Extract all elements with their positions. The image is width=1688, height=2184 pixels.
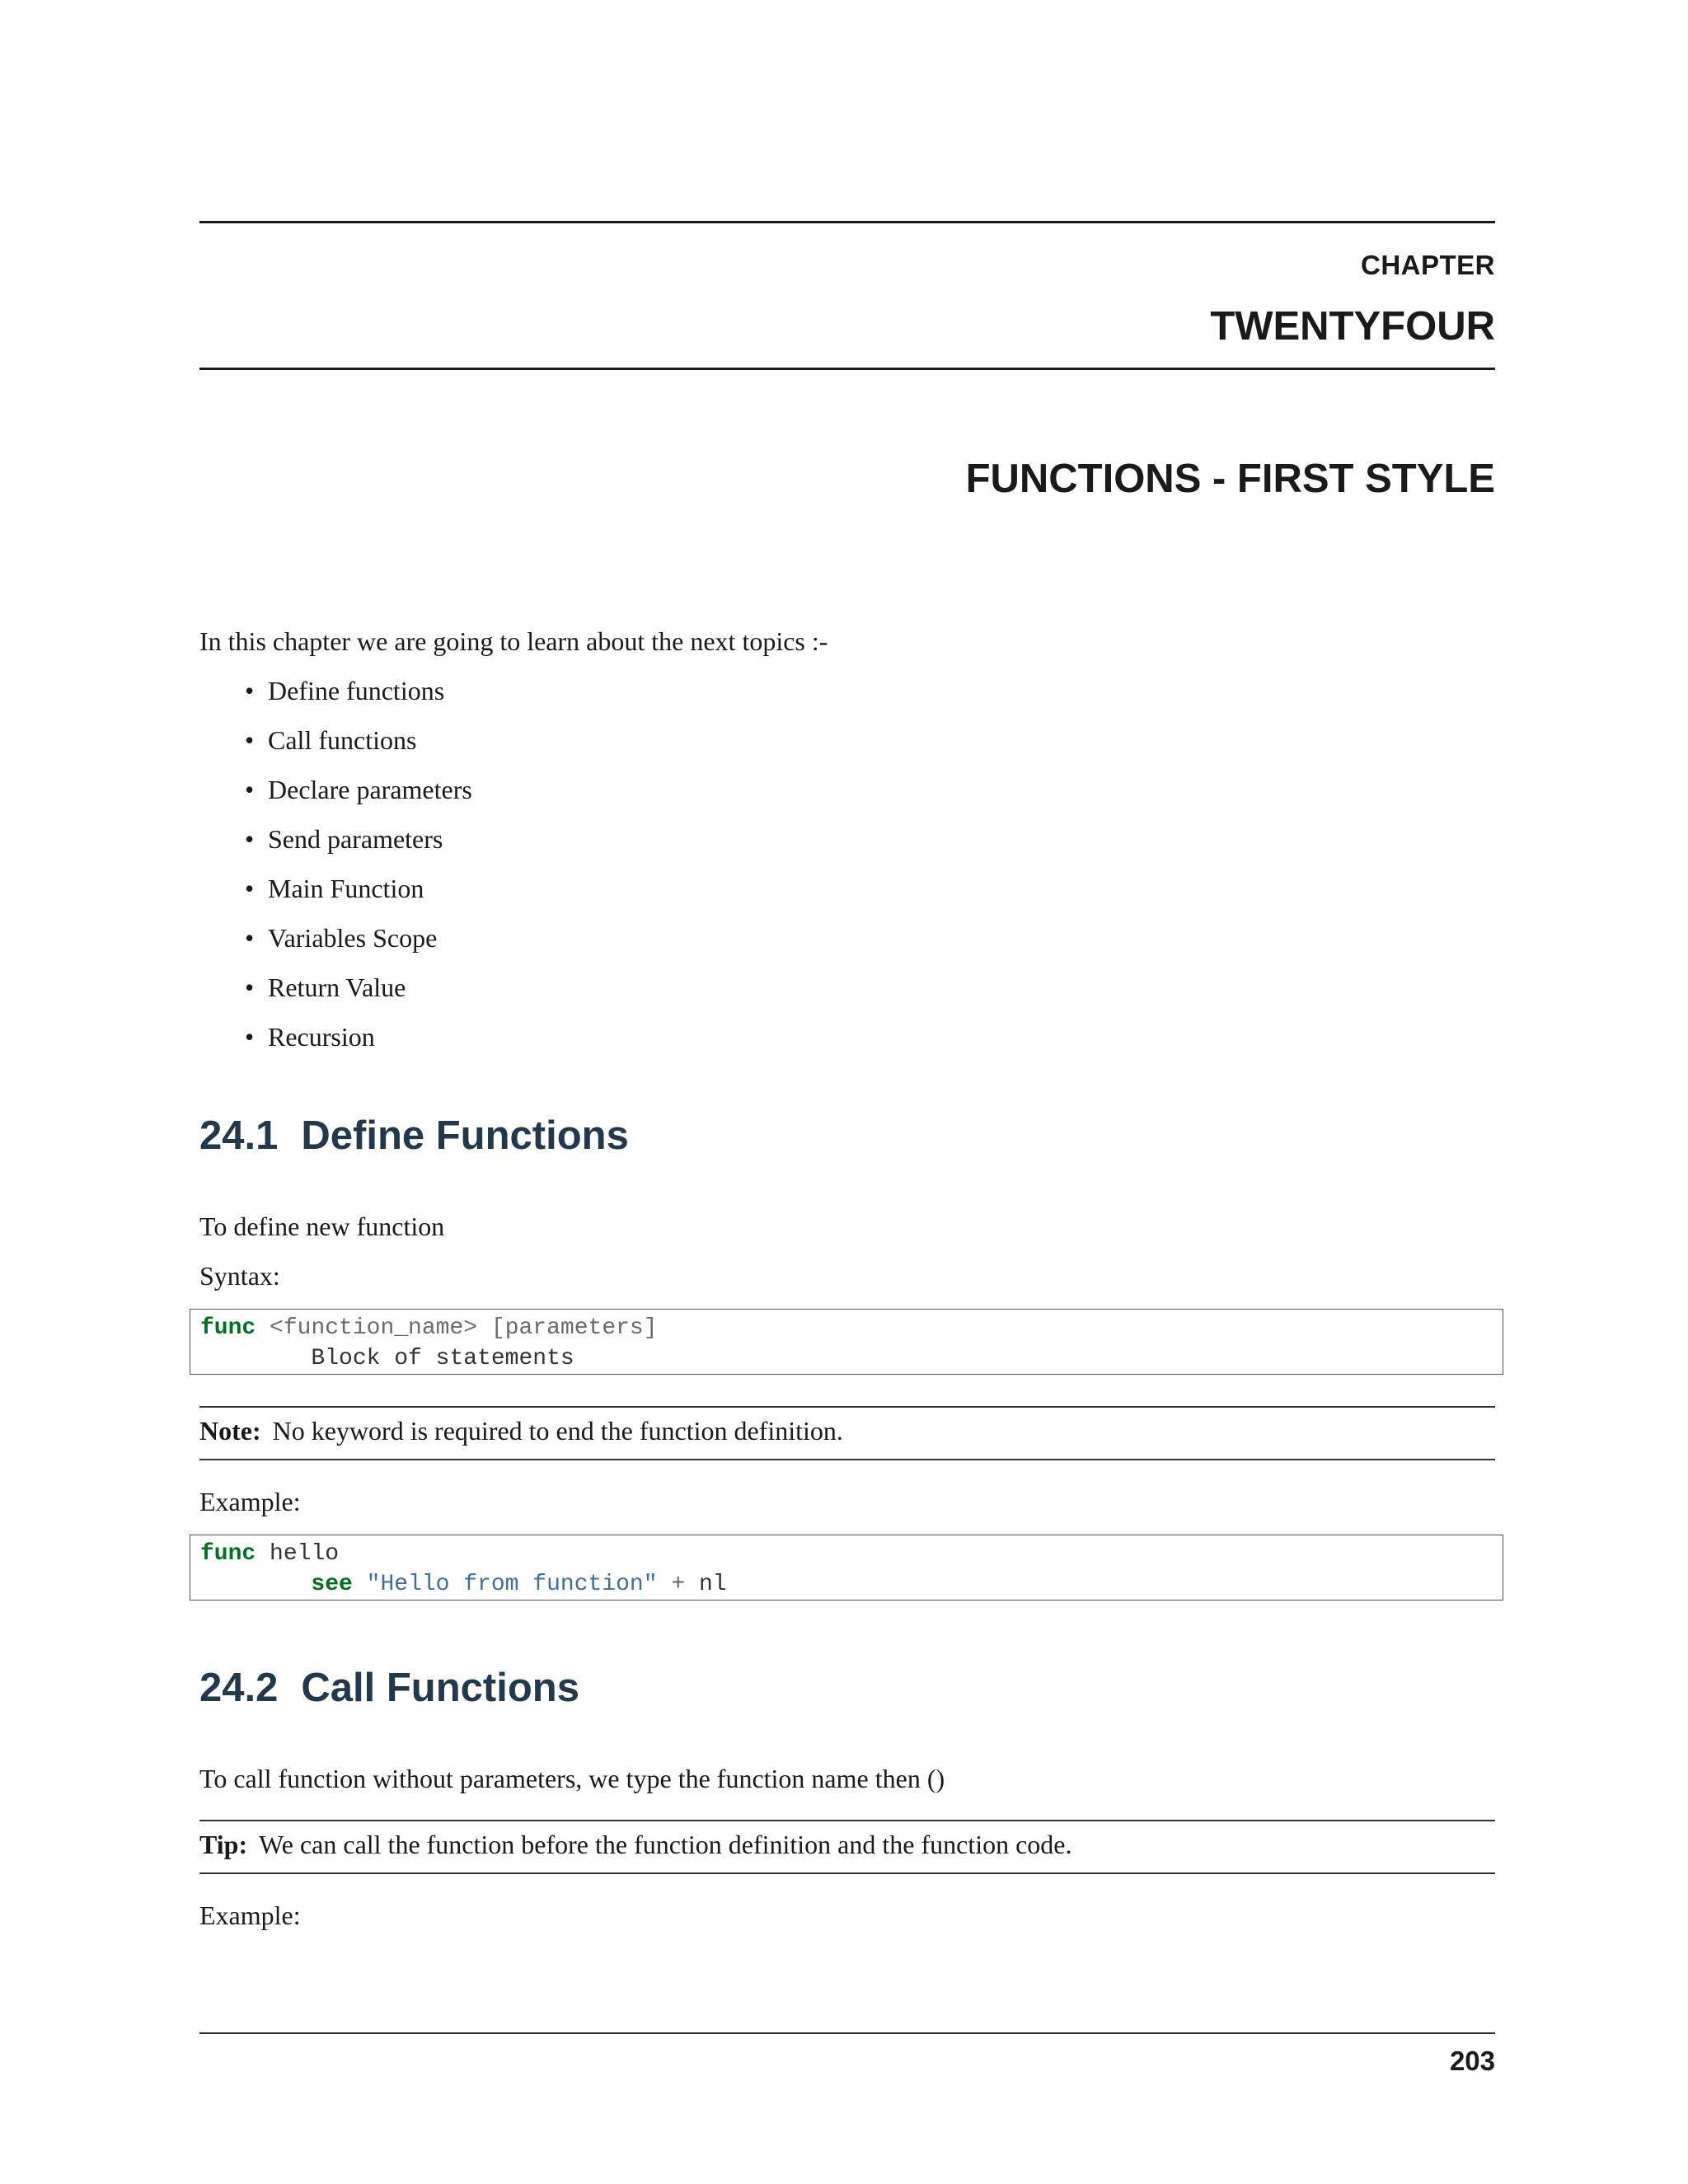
section2-description: To call function without parameters, we type the function name then () (199, 1764, 945, 1793)
bullet: • (245, 725, 255, 755)
page-number: 203 (1449, 2046, 1495, 2076)
code-operator: + (671, 1572, 686, 1597)
tip-top-rule (199, 1820, 1495, 1821)
list-item (199, 872, 472, 921)
bullet: • (245, 874, 255, 903)
code-keyword: see (311, 1572, 353, 1597)
syntax-label: Syntax: (199, 1261, 280, 1291)
list-item (199, 921, 472, 971)
topic-label: Recursion (268, 1022, 375, 1052)
chapter-number: TWENTYFOUR (1210, 304, 1495, 349)
tip-text: We can call the function before the function definition and the function code. (259, 1830, 1072, 1859)
bullet: • (245, 824, 255, 854)
section2-example-label: Example: (199, 1900, 301, 1930)
note-label: Note: (199, 1416, 261, 1446)
code-variable: nl (698, 1572, 727, 1597)
list-item (199, 724, 472, 773)
bullet: • (245, 972, 255, 1002)
bullet: • (245, 775, 255, 804)
topic-label: Call functions (268, 725, 417, 755)
bullet: • (245, 923, 255, 953)
code-body: Block of statements (311, 1346, 574, 1371)
note-box (199, 1414, 1495, 1447)
intro-text: In this chapter we are going to learn about the next topics :- (199, 626, 828, 656)
chapter-title: FUNCTIONS - FIRST STYLE (965, 457, 1495, 501)
section-number: 24.1 (199, 1113, 279, 1158)
section1-description: To define new function (199, 1212, 445, 1241)
section-heading-define-functions (199, 1113, 629, 1159)
list-item (199, 823, 472, 872)
topic-label: Declare parameters (268, 775, 472, 804)
tip-bottom-rule (199, 1872, 1495, 1874)
note-text: No keyword is required to end the function definition. (272, 1416, 843, 1446)
chapter-label: CHAPTER (1360, 250, 1495, 280)
list-item (199, 971, 472, 1020)
code-function-name: <function_name> (270, 1315, 478, 1341)
example-code-block (190, 1535, 1503, 1601)
topic-label: Define functions (268, 676, 445, 705)
bullet: • (245, 676, 255, 705)
list-item (199, 773, 472, 823)
footer-rule (199, 2032, 1495, 2034)
section-number: 24.2 (199, 1666, 279, 1710)
list-item (199, 674, 472, 724)
syntax-code-block (190, 1309, 1503, 1375)
chapter-top-rule (199, 221, 1495, 223)
bullet: • (245, 1022, 255, 1052)
code-keyword: func (200, 1315, 256, 1341)
note-top-rule (199, 1406, 1495, 1408)
code-parameters: [parameters] (490, 1315, 658, 1341)
example-label: Example: (199, 1487, 301, 1516)
topic-label: Send parameters (268, 824, 443, 854)
document-page (199, 0, 1495, 2184)
section-title: Define Functions (301, 1113, 629, 1158)
code-string: "Hello from function" (366, 1572, 658, 1597)
topic-label: Main Function (268, 874, 424, 903)
chapter-bottom-rule (199, 368, 1495, 370)
tip-box (199, 1828, 1495, 1861)
section-heading-call-functions (199, 1665, 579, 1711)
topic-label: Return Value (268, 972, 406, 1002)
tip-label: Tip: (199, 1830, 248, 1859)
code-keyword: func (200, 1541, 256, 1567)
list-item (199, 1020, 472, 1070)
section-title: Call Functions (301, 1666, 579, 1710)
note-bottom-rule (199, 1459, 1495, 1460)
topics-list (199, 674, 472, 1070)
topic-label: Variables Scope (268, 923, 438, 953)
code-function-name: hello (270, 1541, 340, 1567)
